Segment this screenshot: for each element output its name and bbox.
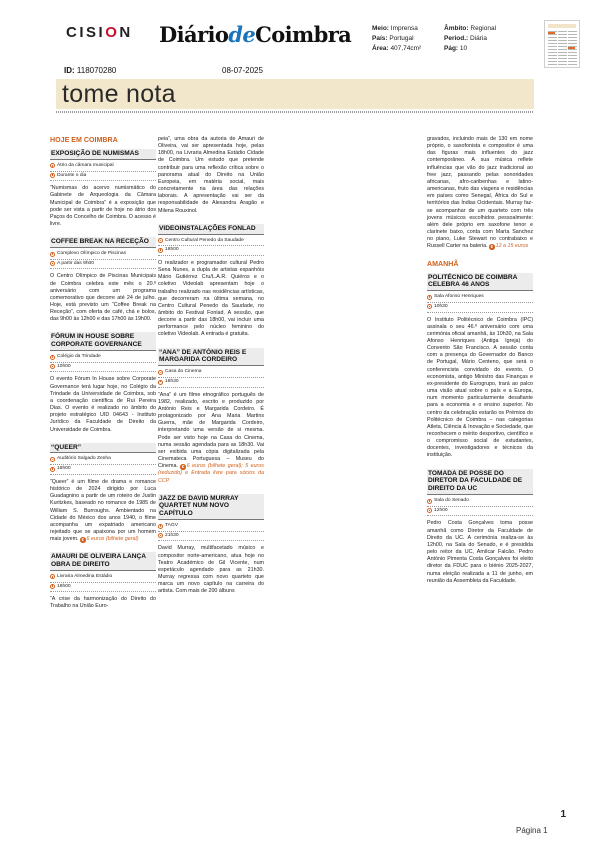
- event-time: 18h30: [158, 378, 264, 388]
- article-body: O realizador e programador cultural Pedro Sena Nunes, a dupla de artistas espanhóis Mário Gutiérrez Cru/L.A.R. Quiéros e o coletivo Videolab apresentam hoje o trabalho realizado nas residências artísticas, que decorreram na última semana, no Centro Cultural Penedo da Saudade, no âmbito do Festival Fonlad. A sessão, que decorre a partir das 18h00, vai incluir uma performance pelo núcleo feminino do coletivo Videolab. A entrada é gratuita.: [158, 259, 264, 338]
- clock-icon: [158, 533, 163, 538]
- location-icon: [158, 524, 163, 529]
- article-body: gravados, incluindo mais de 130 em nome próprio, o saxofonista e compositor é uma das figuras mais influentes do jazz contemporâneo. A sua música reflete influências que vão do jazz tradicional ao free jazz, passando pelas sonoridades africanas, afro-caribenhas e latino-americanas, fruto das viagens e residências em países como Senegal, África do Sul e territórios das Índias Ocidentais. Murray faz-se acompanhar de um quarteto com três jovens músicos escolhidos pessoalmente: além dele próprio em saxofone tenor e clarinete baixo, conta com Marta Sanchez no piano, Luke Stewart no contrabaixo e Russell Carter na bateria. € 12 a 15 euros: [427, 136, 533, 250]
- ticket-price: 6 euros (bilhete geral): [86, 536, 139, 543]
- euro-icon: €: [181, 464, 185, 470]
- period-value: Diária: [470, 35, 487, 42]
- column-3: [427, 136, 533, 594]
- area-value: 407,74cm²: [390, 45, 422, 52]
- article-body: “Numismas do acervo numismático do Gabinete de Arqueologia da Câmara Municipal de Coimbra” é a exposição que pode ser vista a partir de hoje no átrio dos Paços do Concelho de Coimbra. O acesso é livre.: [50, 185, 156, 227]
- dotted-divider: [56, 111, 534, 113]
- meta-left: Meio: Imprensa País: Portugal Área: 407,74cm²: [372, 25, 422, 52]
- location-icon: [50, 355, 55, 360]
- article-title: AMAURI DE OLIVEIRA LANÇA OBRA DE DIREITO: [50, 552, 156, 571]
- article-body: O Instituto Politécnico de Coimbra (IPC) assinala o seu 46.º aniversário com uma cerimónia oficial amanhã, às 10h30, na Sala Afonso Henriques (Antiga Igreja) do Convento São Francisco. A sessão conta com a presença do Governador do Banco de Portugal, Mário Centeno, que será o conferencista convidado do evento. O economista, antigo Ministro das Finanças e ex-presidente do Eurogrupo, trará ao palco uma visão atual sobre o país e a Europa, num momento particularmente desafiante para a economia e o ensino superior. No centro da celebração estarão os Prémios do Politécnico de Coimbra – nas categorias Atleta, Ciência & Inovação e Sociedade, que reconhecem o mérito desportivo, científico e o compromisso social de estudantes, docentes, investigadores e técnicos da instituição.: [427, 316, 533, 459]
- clip-date: 08-07-2025: [222, 66, 263, 75]
- event-location: TAGV: [158, 522, 264, 532]
- article-body: O evento Fórum In House sobre Corporate Governance terá lugar hoje, no Colégio da Trindade da Universidade de Coimbra, sob a coordenação científica de Rui Pereira Dias. O evento é realizado no âmbito do projeto estratégico UID 04643 - Instituto Jurídico da Faculdade de Direito da Universidade de Coimbra.: [50, 376, 156, 433]
- ticket-price: 6 euros (bilhete geral); 5 euros (reduzido) e Entrada livre para sócios da CCP: [158, 463, 264, 484]
- clock-icon: [50, 261, 55, 266]
- clock-icon: [158, 380, 163, 385]
- section-banner: [56, 79, 534, 109]
- banner-title: tome nota: [62, 80, 176, 108]
- section-today: HOJE EM COIMBRA: [50, 136, 118, 144]
- event-time: 21h30: [158, 532, 264, 542]
- location-icon: [50, 252, 55, 257]
- article-body: peia”, uma obra da autoria de Amauri de Oliveira, vai ser apresentada hoje, pelas 18h00, na Livraria Almedina Estádio Cidade de Coimbra. Um estudo que pretende contribuir para uma reflexão crítica sobre o panorama atual do Direito na União Europeia, em matéria social, mais concretamente na área das relações laborais. A apresentação vai ser da responsabilidade de Alexandra Aragão e Milena Rouxinol.: [158, 136, 264, 214]
- location-icon: [50, 457, 55, 462]
- article-title: “ANA” DE ANTÓNIO REIS E MARGARIDA CORDEIRO: [158, 348, 264, 367]
- article-body: “A crise da harmonização do Direito do Trabalho na União Euro-: [50, 596, 156, 610]
- event-location: Sala Afonso Henriques: [427, 293, 533, 303]
- location-icon: [50, 163, 55, 168]
- location-icon: [158, 238, 163, 243]
- meta-right: Âmbito: Regional Period.: Diária Pág: 10: [444, 25, 497, 52]
- clock-icon: [50, 364, 55, 369]
- event-location: Sala do Senado: [427, 497, 533, 507]
- event-location: Centro Cultural Penedo da Saudade: [158, 237, 264, 247]
- cision-logo: CISION: [66, 24, 133, 41]
- article-title: “QUEER”: [50, 443, 156, 454]
- event-location: Colégio da Trindade: [50, 353, 156, 363]
- location-icon: [427, 295, 432, 300]
- article-title: JAZZ DE DAVID MURRAY QUARTET NUM NOVO CAPÍTULO: [158, 494, 264, 520]
- article-title: COFFEE BREAK NA RECEÇÃO: [50, 237, 156, 248]
- article-body: “Queer” é um filme de drama e romance histórico de 2024 dirigido por Luca Guadagnino a partir de um roteiro de Justin Kuritzkes, baseado no romance de 1985 de William S. Burroughs. Ambientado na Cidade do México dos anos 1940, o filme acompanha um expatriado americano rejeitado que se apaixona por um homem mais jovem. € 6 euros (bilhete geral): [50, 478, 156, 543]
- euro-icon: €: [81, 537, 85, 543]
- event-time: 18h00: [50, 583, 156, 593]
- event-location: Complexo Olímpico de Piscinas: [50, 250, 156, 260]
- euro-icon: €: [490, 244, 494, 250]
- page-thumbnail[interactable]: [544, 20, 580, 68]
- page-label: Página 1: [516, 826, 548, 835]
- clock-icon: [427, 304, 432, 309]
- event-time: 18h00: [50, 465, 156, 475]
- event-time: 12h00: [427, 507, 533, 517]
- clock-icon: [50, 467, 55, 472]
- pag-value: 10: [459, 45, 468, 52]
- article-title: TOMADA DE POSSE DO DIRETOR DA FACULDADE DE DIREITO DA UC: [427, 469, 533, 495]
- location-icon: [427, 499, 432, 504]
- location-icon: [50, 574, 55, 579]
- event-time: A partir das 9h00: [50, 260, 156, 270]
- article-body: “Ana” é um filme etnográfico português de 1982, realizado, escrito e produzido por António Reis e Margarida Cordeiro. É protagonizado por Ana Maria Martins Guerra, mãe de Margarida Cordeiro, interpretando uma versão de si mesma. Pode ser visto hoje na Casa do Cinema, numa sessão agendada para as 18h30. Vai ser exibida uma cópia digitalizada pela Cinemateca Portuguesa – Museu do Cinema. € 6 euros (bilhete geral); 5 euros (reduzido) e Entrada livre para sócios da CCP: [158, 391, 264, 484]
- event-location: Átrio da câmara municipal: [50, 162, 156, 172]
- meio-value: Imprensa: [390, 25, 418, 32]
- article-body: Pedro Costa Gonçalves toma posse amanhã como Diretor da Faculdade de Direito da UC. A cerimónia realiza-se às 12h00, na Sala do Senado, e é presidida pelo reitor da UC, Amílcar Falcão. Pedro António Pimenta Costa Gonçalves foi eleito diretor da FDUC para o biénio 2025-2027, numa eleição realizada a 11 de junho, em reunião da Assembleia da Faculdade.: [427, 520, 533, 584]
- location-icon: [158, 370, 163, 375]
- clock-icon: [427, 508, 432, 513]
- section-tomorrow: AMANHÃ: [427, 259, 459, 268]
- column-1: [50, 136, 156, 620]
- cision-logo-o: O: [105, 24, 120, 41]
- clock-icon: [158, 248, 163, 253]
- pais-value: Portugal: [389, 35, 414, 42]
- event-location: Casa do Cinema: [158, 368, 264, 378]
- event-time: 10h30: [427, 303, 533, 313]
- article-title: EXPOSIÇÃO DE NUMISMAS: [50, 149, 156, 160]
- article-title: POLITÉCNICO DE COIMBRA CELEBRA 46 ANOS: [427, 273, 533, 292]
- clip-id: ID: 118070280: [64, 66, 117, 75]
- event-location: Livraria Almedina Estádio: [50, 573, 156, 583]
- event-time: 10h00: [50, 363, 156, 373]
- column-2: [158, 136, 264, 605]
- publication-logo: DiáriodeCoimbra: [159, 22, 352, 47]
- article-body: David Murray, multifacetado músico e compositor norte-americano, atua hoje no Teatro Académico de Gil Vicente, num espetáculo agendado para as 21h30. Murray regressa com novo quarteto que marca um novo capítulo na carreira do artista. Com mais de 200 álbuns: [158, 545, 264, 595]
- ambito-value: Regional: [470, 25, 497, 32]
- article-body: O Centro Olímpico de Piscinas Municipais de Coimbra celebra este mês o 20.º aniversário com um programa comemorativo que decorre até 24 de julho. Hoje, está previsto um “Coffee Break na Receção”, com oferta de café, chá e bolos, das 9h00 às 12h00 e das 17h00 às 19h00.: [50, 273, 156, 323]
- article-title: FÓRUM IN HOUSE SOBRE CORPORATE GOVERNANCE: [50, 332, 156, 351]
- event-time: 18h00: [158, 246, 264, 256]
- event-time: Durante o dia: [50, 172, 156, 182]
- clock-icon: [50, 584, 55, 589]
- page-number: 1: [560, 809, 566, 820]
- article-title: VIDEOINSTALAÇÕES FONLAD: [158, 224, 264, 235]
- ticket-price: 12 a 15 euros: [495, 243, 529, 250]
- clock-icon: [50, 173, 55, 178]
- event-location: Auditório Salgado Zenha: [50, 455, 156, 465]
